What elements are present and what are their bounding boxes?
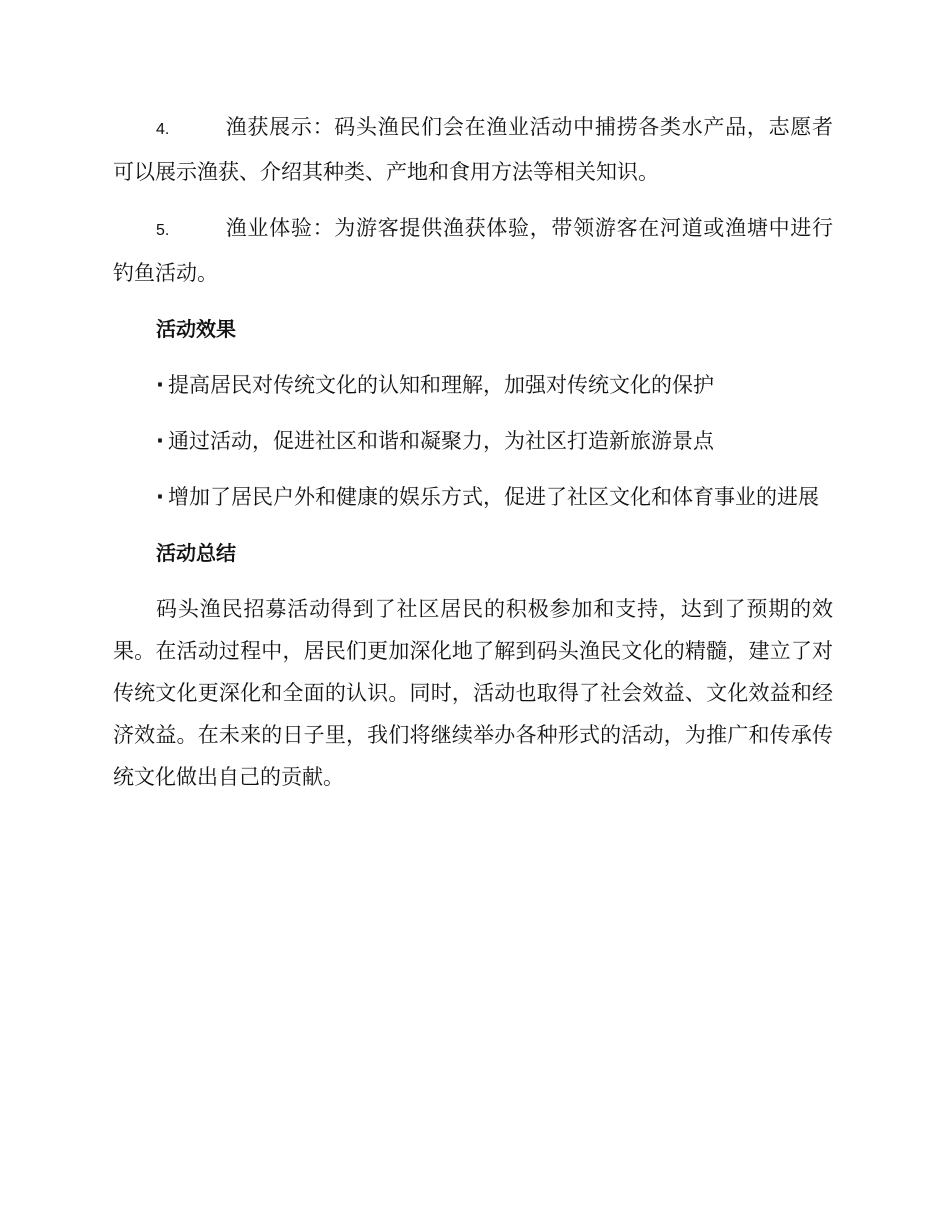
bullet-text: 增加了居民户外和健康的娱乐方式，促进了社区文化和体育事业的进展 bbox=[167, 485, 819, 509]
list-item-text: 渔获展示：码头渔民们会在渔业活动中捕捞各类水产品，志愿者可以展示渔获、介绍其种类、产地和食用方法等相关知识。 bbox=[113, 115, 833, 184]
summary-paragraph: 码头渔民招募活动得到了社区居民的积极参加和支持，达到了预期的效果。在活动过程中，居民们更加深化地了解到码头渔民文化的精髓，建立了对传统文化更深化和全面的认识。同时，活动也取得了社会效益、文化效益和经济效益。在未来的日子里，我们将继续举办各种形式的活动，为推广和传承传统文化做出自己的贡献。 bbox=[113, 597, 833, 789]
bullet-text: 通过活动，促进社区和谐和凝聚力，为社区打造新旅游景点 bbox=[167, 429, 714, 453]
bullet-icon: · bbox=[156, 485, 164, 509]
list-number: 5. bbox=[156, 222, 170, 239]
bullet-icon: · bbox=[156, 429, 164, 453]
list-item-4 bbox=[113, 106, 833, 193]
list-number: 4. bbox=[156, 121, 170, 138]
bullet-icon: · bbox=[156, 373, 164, 397]
document-body bbox=[113, 106, 833, 812]
bullet-item bbox=[113, 420, 833, 462]
list-item-text: 渔业体验：为游客提供渔获体验，带领游客在河道或渔塘中进行钓鱼活动。 bbox=[113, 216, 833, 285]
bullet-text: 提高居民对传统文化的认知和理解，加强对传统文化的保护 bbox=[167, 373, 714, 397]
section-heading-effects: 活动效果 bbox=[156, 317, 236, 341]
bullet-item bbox=[113, 476, 833, 518]
bullet-item bbox=[113, 364, 833, 406]
section-heading-summary: 活动总结 bbox=[156, 541, 236, 565]
list-item-5 bbox=[113, 207, 833, 294]
